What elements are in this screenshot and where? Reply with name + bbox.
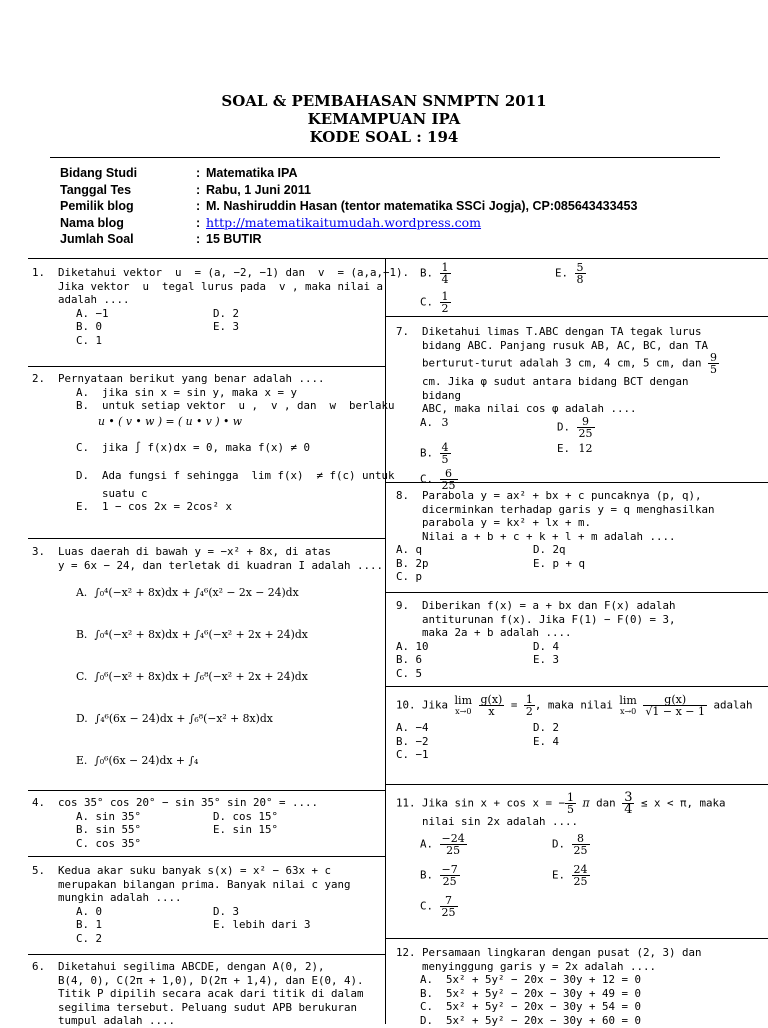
question-1: 1. Diketahui vektor u = (a, −2, −1) dan v = (a,a,−1). Jika vektor u tegal lurus pada v , maka nilai a adalah .... A. −1 D. 2 B. 0 E. 3 C. 1 xyxy=(32,266,410,347)
question-divider xyxy=(386,784,768,785)
question-12: 12. Persamaan lingkaran dengan pusat (2, 3) dan menyinggung garis y = 2x adalah .... A. 5x² + 5y² − 20x − 30y + 12 = 0 B. 5x² + 5y² − 20x − 30y + 49 = 0 C. 5x² + 5y² − 20x − 30y + 54 = 0 D. 5x² + 5y² − 20x − 30y + 60 = 0 xyxy=(396,946,702,1027)
question-3: 3. Luas daerah di bawah y = −x² + 8x, di atas y = 6x − 24, dan terletak di kuadran I adalah .... A. ∫₀⁴(−x² + 8x)dx + ∫₄⁶(x² − 2x − 24)dx B. ∫₀⁴(−x² + 8x)dx + ∫₄⁶(−x² + 2x + 24)dx C. ∫₀⁶(−x² + 8x)dx + ∫₆⁸(−x² + 2x + 24)dx D. ∫₄⁶(6x − 24)dx + ∫₆⁸(−x² + 8x)dx E. ∫₀⁶(6x − 24)dx + ∫₄ xyxy=(32,545,384,767)
question-divider xyxy=(386,592,768,593)
info-row: Pemilik blog : M. Nashiruddin Hasan (tentor matematika SSCi Jogja), CP:085643433453 xyxy=(60,199,638,213)
doc-subtitle: KEMAMPUAN IPA xyxy=(307,110,461,128)
info-row: Tanggal Tes : Rabu, 1 Juni 2011 xyxy=(60,182,311,197)
question-divider xyxy=(28,538,385,539)
header-divider xyxy=(50,157,720,158)
info-divider xyxy=(28,258,768,259)
question-8: 8. Parabola y = ax² + bx + c puncaknya (p, q), dicerminkan terhadap garis y = q menghasilkan parabola y = kx² + lx + m. Nilai a + b + c + k + l + m adalah .... A. q D. 2q B. 2p E. p + q C. p xyxy=(396,489,715,583)
info-row: Jumlah Soal : 15 BUTIR xyxy=(60,232,262,246)
doc-title: SOAL & PEMBAHASAN SNMPTN 2011 xyxy=(221,92,547,110)
question-7: 7. Diketahui limas T.ABC dengan TA tegak lurus bidang ABC. Panjang rusuk AB, AC, BC, dan TA berturut-turut adalah 3 cm, 4 cm, 5 cm, dan $\frac{9}{5}$ cm. Jika φ sudut antara bidang BCT dengan bidang ABC, maka nilai cos φ adalah .... A. 3 D. $\frac{9}{25}$ B. $\frac{4}{5}$ E. 12 C. $\frac{6}{25}$ xyxy=(396,325,718,492)
info-row: Nama blog : http://matematikaitumudah.wordpress.com xyxy=(60,214,482,230)
question-10: 10. Jika lim x→0 $\frac{g(x)}{x}$ = $\frac{1}{2}$ , maka nilai lim x→0 $\frac{g(x)}{√1 - x - 1}$ adalah A. −4 D. 2 B. −2 E. 4 C. −1 xyxy=(396,693,753,761)
blog-link[interactable]: http://matematikaitumudah.wordpress.com xyxy=(206,214,482,230)
question-divider xyxy=(28,954,385,955)
question-11: 11. Jika sin x + cos x = − $\frac{1}{5}$ π dan $\frac{3}{4}$ ≤ x < π, maka nilai sin 2x adalah .... A. $\frac{-24}{25}$ D. $\frac{8}{25}$ B. $\frac{-7}{25}$ E. $\frac{24}{25}$ C. $\frac{7}{25}$ xyxy=(396,790,726,919)
question-divider xyxy=(386,686,768,687)
question-2: 2. Pernyataan berikut yang benar adalah .... A. jika sin x = sin y, maka x = y B. untuk setiap vektor u , v , dan w berlaku u • ( v • w ) = ( u • v ) • w C. jika ∫ f(x)dx = 0, maka f(x) ≠ 0 D. Ada fungsi f sehingga lim f(x) ≠ f(c) untuk suatu c E. 1 − cos 2x = 2cos² x xyxy=(32,372,395,513)
question-6: 6. Diketahui segilima ABCDE, dengan A(0, 2), B(4, 0), C(2π + 1,0), D(2π + 1,4), dan E(0, 4). Titik P dipilih secara acak dari titik di dalam segilima tersebut. Peluang sudut APB berukuran tumpul adalah .... xyxy=(32,960,364,1027)
question-4: 4. cos 35° cos 20° − sin 35° sin 20° = .... A. sin 35° D. cos 15° B. sin 55° E. sin 15° C. cos 35° xyxy=(32,796,319,850)
question-5: 5. Kedua akar suku banyak s(x) = x² − 63x + c merupakan bilangan prima. Banyak nilai c yang mungkin adalah .... A. 0 D. 3 B. 1 E. lebih dari 3 C. 2 xyxy=(32,864,351,945)
question-6-options: B. $\frac{1}{4}$ E. $\frac{5}{8}$ C. $\frac{1}{2}$ xyxy=(420,261,584,315)
question-divider xyxy=(28,790,385,791)
doc-code: KODE SOAL : 194 xyxy=(309,128,459,146)
question-divider xyxy=(28,366,385,367)
question-9: 9. Diberikan f(x) = a + bx dan F(x) adalah antiturunan f(x). Jika F(1) − F(0) = 3, maka 2a + b adalah .... A. 10 D. 4 B. 6 E. 3 C. 5 xyxy=(396,599,676,680)
info-row: Bidang Studi : Matematika IPA xyxy=(60,166,298,180)
question-divider xyxy=(386,482,768,483)
question-divider xyxy=(28,856,385,857)
question-divider xyxy=(386,938,768,939)
info-table xyxy=(60,165,637,248)
question-divider xyxy=(386,316,768,317)
